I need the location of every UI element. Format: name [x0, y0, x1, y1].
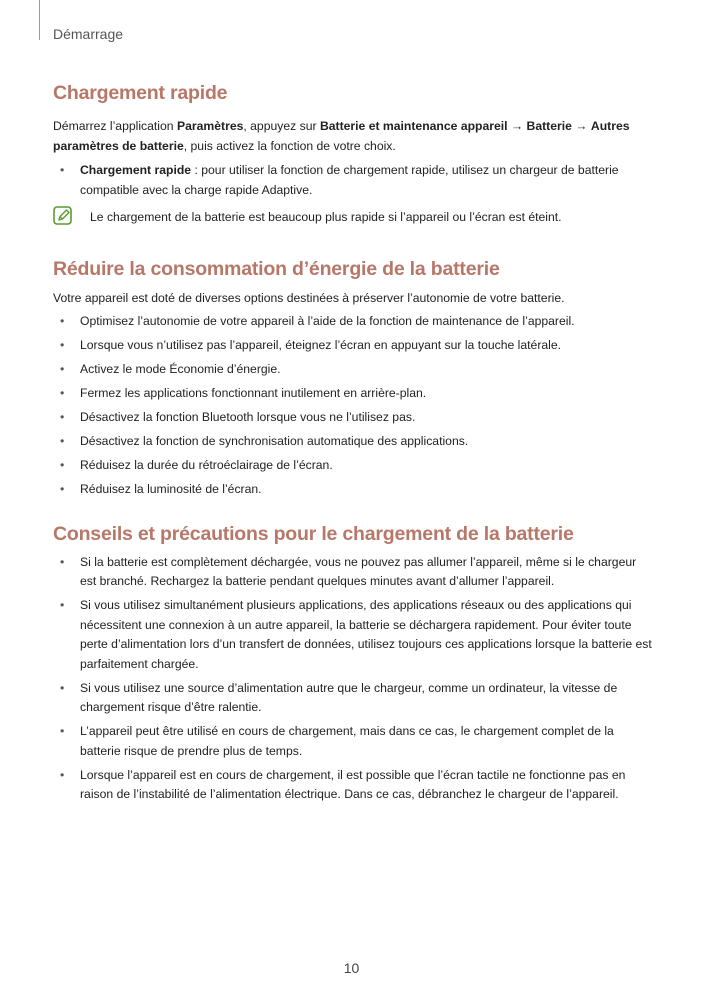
note-text: Le chargement de la batterie est beaucoup plus rapide si l’appareil ou l’écran est éteint. — [90, 210, 562, 224]
bullet: • — [60, 163, 65, 177]
note — [53, 208, 653, 228]
heading-fast-charging: Chargement rapide — [53, 82, 228, 104]
list-item: • Fermez les applications fonctionnant inutilement en arrière-plan. — [60, 386, 427, 400]
list-item: • Lorsque l’appareil est en cours de chargement, il est possible que l’écran tactile ne fonctionne pas en raison de l’instabilité de l’alimentation électrique. Dans ce cas, débranchez le chargeur de l’appareil. — [60, 767, 626, 801]
reduce-list — [53, 312, 653, 500]
list-item: • Réduisez la luminosité de l’écran. — [60, 482, 262, 496]
page-content — [53, 82, 653, 805]
list-item: • Réduisez la durée du rétroéclairage de l’écran. — [60, 458, 333, 472]
list-item: • Chargement rapide : pour utiliser la fonction de chargement rapide, utilisez un chargeur de batterie compatible avec la charge rapide Adaptive. — [60, 163, 619, 197]
tips-list — [53, 553, 653, 805]
list-item: • Si vous utilisez une source d’alimentation autre que le chargeur, comme un ordinateur, la vitesse de chargement risque d’être ralentie. — [60, 680, 618, 714]
fast-charging-list — [53, 161, 653, 200]
list-item: • Lorsque vous n’utilisez pas l’appareil, éteignez l’écran en appuyant sur la touche latérale. — [60, 338, 562, 352]
note-pencil-icon — [53, 206, 73, 226]
heading-reduce-consumption: Réduire la consommation d’énergie de la batterie — [53, 257, 500, 280]
reduce-intro: Votre appareil est doté de diverses options destinées à préserver l’autonomie de votre batterie. — [53, 290, 565, 305]
heading-charging-tips: Conseils et précautions pour le chargement de la batterie — [53, 522, 574, 545]
list-item: • Optimisez l’autonomie de votre appareil à l’aide de la fonction de maintenance de l’appareil. — [60, 314, 575, 328]
list-item: • L’appareil peut être utilisé en cours de chargement, mais dans ce cas, le chargement complet de la batterie risque de prendre plus de temps. — [60, 724, 614, 758]
page-number: 10 — [343, 960, 360, 976]
list-item: • Activez le mode Économie d’énergie. — [60, 362, 281, 376]
fast-charging-intro: Démarrez l’application Paramètres, appuyez sur Batterie et maintenance appareil → Batterie → Autres paramètres de batterie, puis activez la fonction de votre choix. — [53, 119, 630, 153]
list-item: • Si vous utilisez simultanément plusieurs applications, des applications réseaux ou des applications qui nécessitent une connexion à un autre appareil, la batterie se déchargera rapidement. Pour éviter toute perte d’alimentation lors d’un transfert de données, utilisez toujours ces applications lorsque la batterie est parfaitement chargée. — [60, 598, 652, 671]
list-item: • Désactivez la fonction Bluetooth lorsque vous ne l’utilisez pas. — [60, 410, 416, 424]
header-divider — [39, 0, 40, 40]
section-label: Démarrage — [53, 26, 124, 42]
list-item: • Désactivez la fonction de synchronisation automatique des applications. — [60, 434, 469, 448]
list-item: • Si la batterie est complètement déchargée, vous ne pouvez pas allumer l’appareil, même si le chargeur est branché. Rechargez la batterie pendant quelques minutes avant d’allumer l’appareil. — [60, 554, 637, 588]
